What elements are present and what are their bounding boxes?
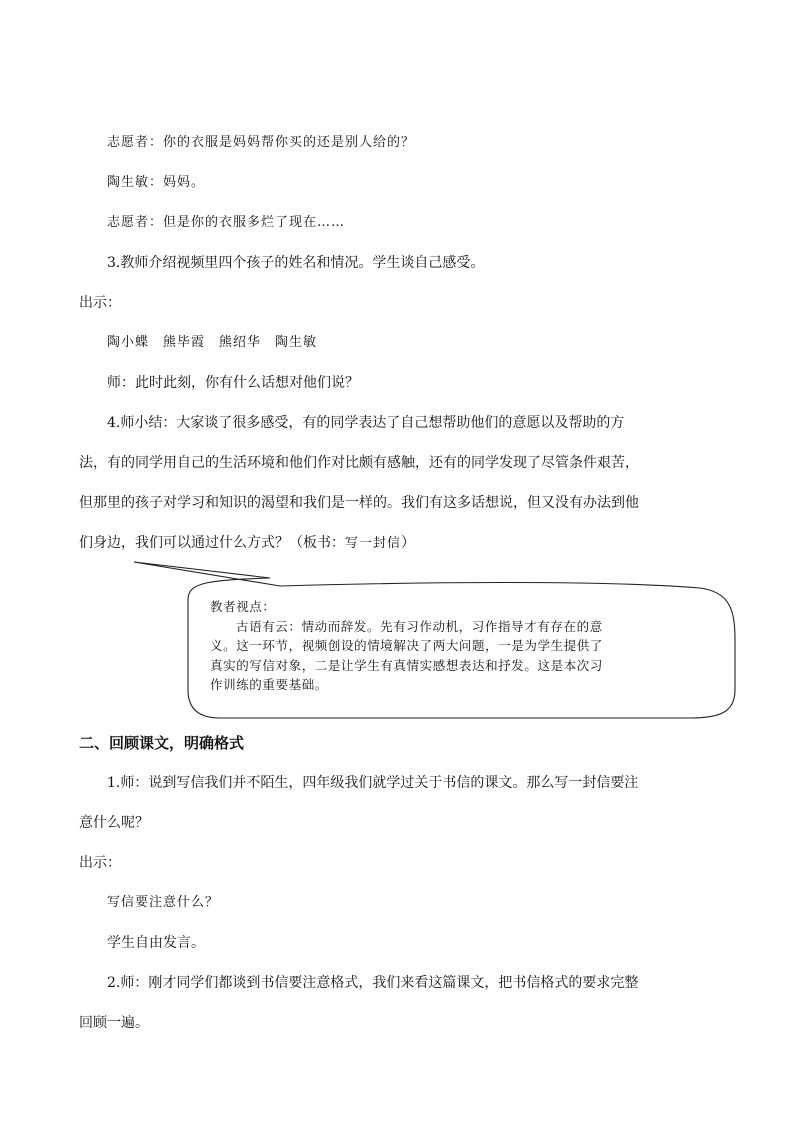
step-3-paragraph: 3.教师介绍视频里四个孩子的姓名和情况。学生谈自己感受。 [107, 255, 485, 271]
summary-line-4-text: 们身边，我们可以通过什么方式？（板书： [79, 535, 345, 551]
note-line-3: 真实的写信对象，二是让学生有真情实感想表达和抒发。这是本次习 [210, 657, 604, 673]
note-line-1: 古语有云：情动而辞发。先有习作动机，习作指导才有存在的意 [236, 618, 603, 634]
free-talk: 学生自由发言。 [107, 935, 205, 951]
teacher-perspective-note [210, 597, 710, 695]
summary-line-3: 但那里的孩子对学习和知识的渴望和我们是一样的。我们有这多话想说，但又没有办法到他 [79, 495, 639, 511]
note-line-4: 作训练的重要基础。 [210, 677, 328, 692]
note-line-2: 义。这一环节，视频创设的情境解决了两大问题，一是为学生提供了 [210, 638, 604, 653]
board-writing: 写一封信 [345, 536, 402, 551]
show-label-2: 出示： [79, 855, 121, 871]
show-label-1: 出示： [79, 295, 121, 311]
child-name: 熊毕霞 [163, 335, 206, 350]
dialog-line-1: 志愿者：你的衣服是妈妈帮你买的还是别人给的？ [107, 135, 416, 150]
section-2-step-1-line-2: 意什么呢？ [79, 815, 149, 831]
child-name: 熊绍华 [219, 335, 262, 350]
child-name: 陶生敏 [275, 335, 318, 350]
teacher-question: 师：此时此刻，你有什么话想对他们说？ [107, 375, 359, 391]
summary-line-1: 4.师小结：大家谈了很多感受，有的同学表达了自己想帮助他们的意愿以及帮助的方 [107, 415, 625, 431]
section-2-step-2-line-2: 回顾一遍。 [79, 1015, 149, 1031]
dialog-line-2: 陶生敏：妈妈。 [107, 175, 206, 190]
summary-line-2: 法，有的同学用自己的生活环境和他们作对比颇有感触，还有的同学发现了尽管条件艰苦， [79, 455, 639, 471]
question-display: 写信要注意什么？ [107, 895, 220, 910]
section-2-step-2-line-1: 2.师：刚才同学们都谈到书信要注意格式，我们来看这篇课文，把书信格式的要求完整 [107, 975, 639, 991]
section-2-step-1-line-1: 1.师：说到写信我们并不陌生，四年级我们就学过关于书信的课文。那么写一封信要注 [107, 775, 639, 791]
child-name: 陶小蝶 [107, 335, 150, 350]
section-2-heading: 二、回顾课文，明确格式 [79, 734, 245, 752]
summary-line-4-end: ） [401, 535, 416, 551]
dialog-line-3: 志愿者：但是你的衣服多烂了现在…… [107, 215, 346, 230]
note-title: 教者视点： [210, 599, 276, 614]
